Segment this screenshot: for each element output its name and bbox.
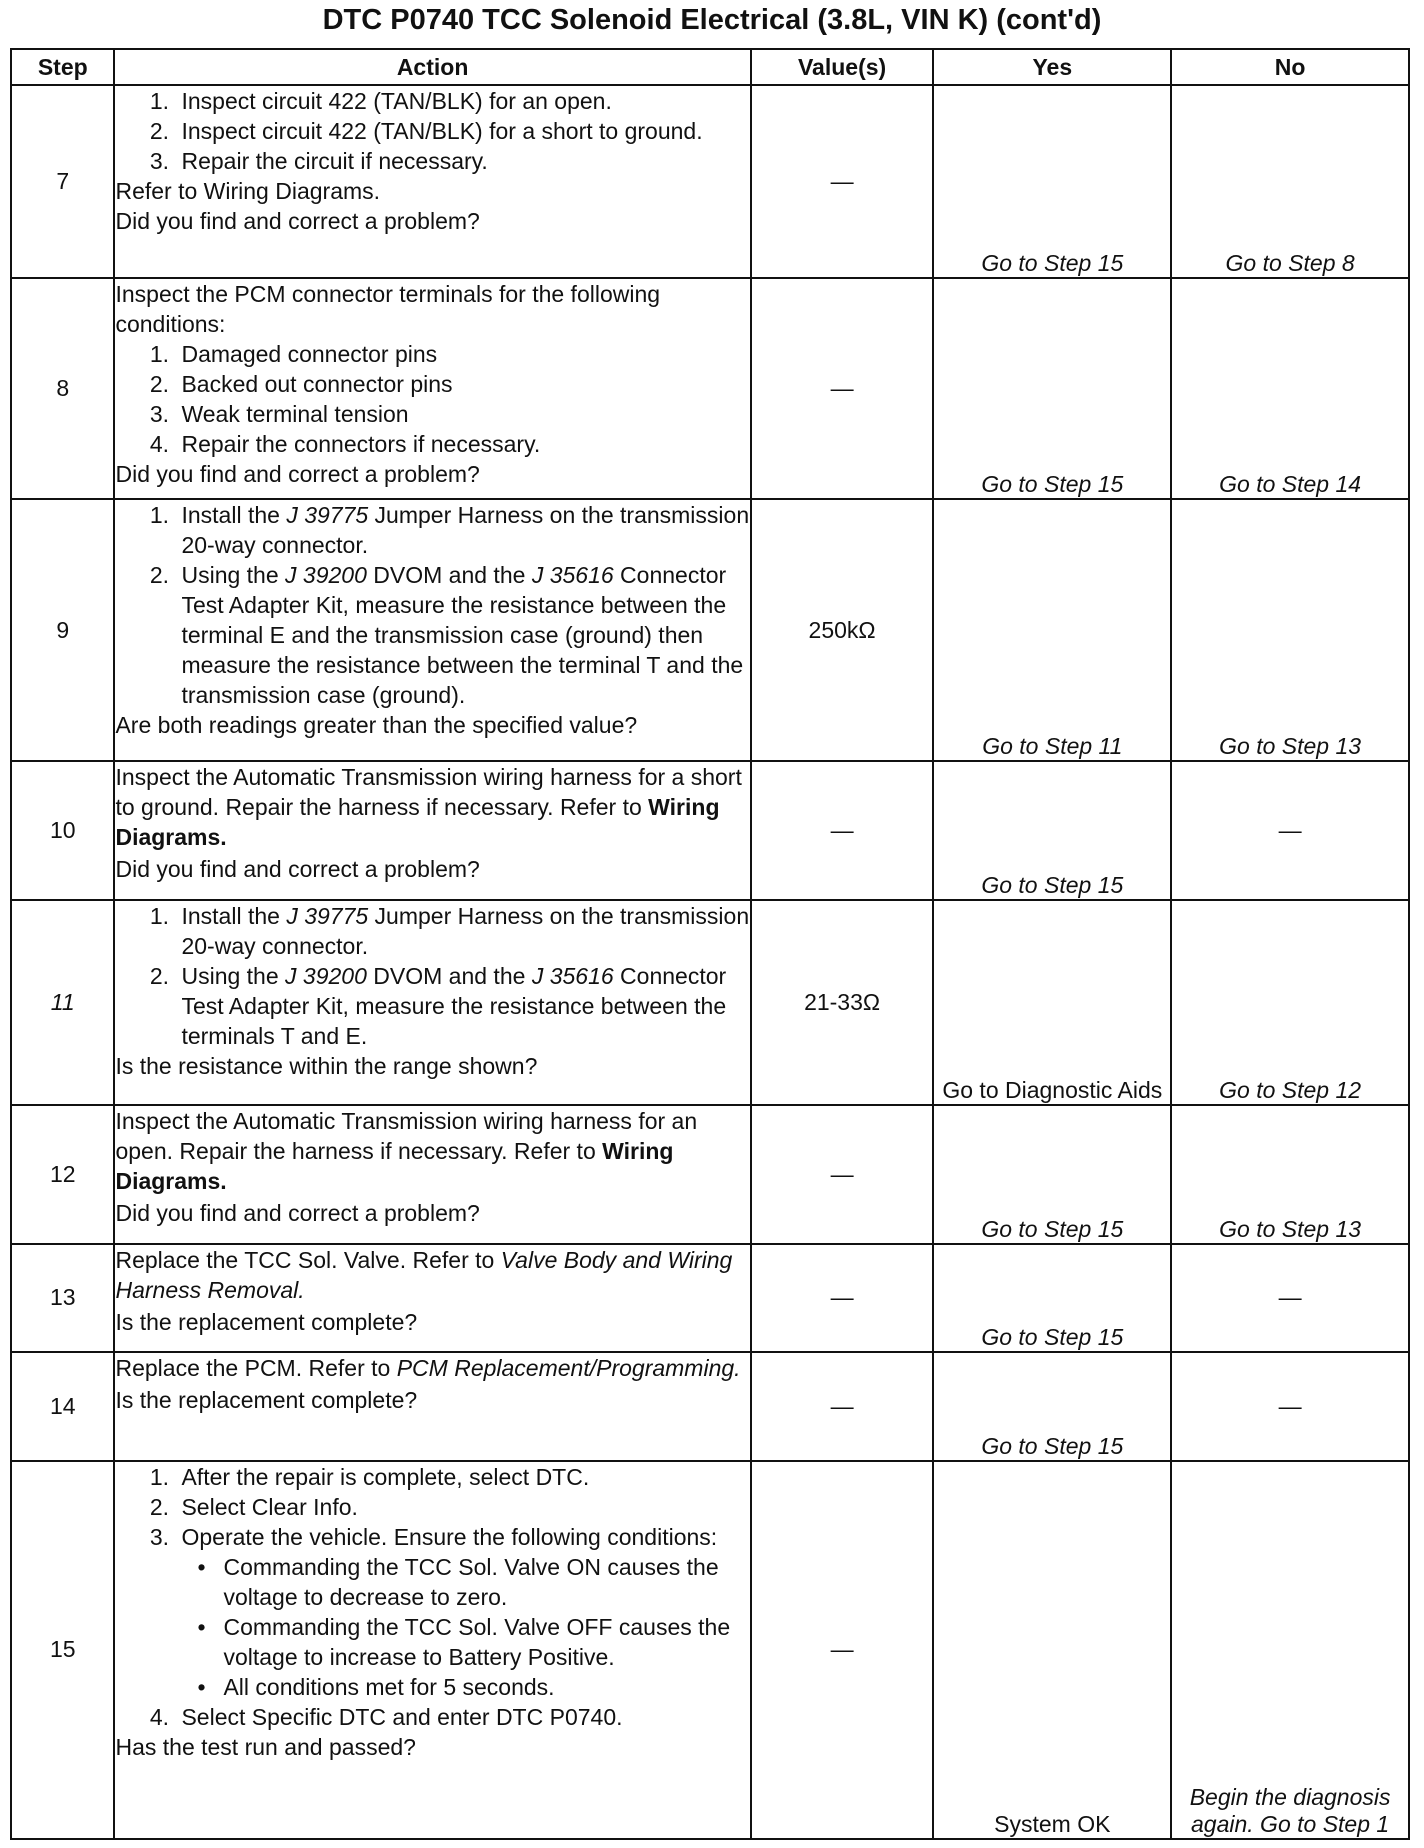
reference-link: Valve Body and Wiring Harness Removal.: [115, 1246, 733, 1303]
yes-answer: Go to Step 15: [981, 871, 1124, 898]
diagnostic-table: [10, 48, 1410, 1840]
reference-link: PCM Replacement/Programming.: [396, 1355, 741, 1382]
value-cell: —: [751, 85, 934, 278]
list-item: 3. Weak terminal tension: [175, 399, 749, 429]
action-text: [115, 1353, 749, 1383]
list-item: [175, 560, 749, 710]
yes-cell: [933, 1244, 1171, 1353]
item-text: Replace the PCM. Refer to: [115, 1355, 397, 1382]
yes-cell: [933, 900, 1171, 1105]
page-title: DTC P0740 TCC Solenoid Electrical (3.8L, VIN K) (cont'd): [322, 4, 1102, 36]
action-cell: [114, 85, 750, 278]
list-item: 4. Select Specific DTC and enter DTC P0740.: [175, 1702, 749, 1732]
list-item: • All conditions met for 5 seconds.: [219, 1672, 749, 1702]
table-row: [11, 761, 1409, 900]
value-cell: —: [751, 1244, 934, 1353]
yes-answer: Go to Step 15: [981, 471, 1124, 498]
yes-cell: [933, 761, 1171, 900]
tool-number: J 39775: [286, 902, 369, 929]
table-header-row: [11, 49, 1409, 85]
tool-number: J 35616: [531, 562, 614, 589]
list-item: • Commanding the TCC Sol. Valve ON causes the voltage to decrease to zero.: [219, 1552, 749, 1612]
list-item: 2. Select Clear Info.: [175, 1492, 749, 1522]
value-cell: 21-33Ω: [751, 900, 934, 1105]
yes-cell: [933, 278, 1171, 499]
value-cell: —: [751, 1352, 934, 1461]
reference-link: Wiring Diagrams.: [115, 793, 720, 850]
yes-answer: Go to Step 15: [981, 250, 1124, 277]
table-row: [11, 1244, 1409, 1353]
list-item: [175, 1522, 749, 1702]
no-cell: —: [1171, 761, 1409, 900]
list-item: 1. After the repair is complete, select DTC.: [175, 1462, 749, 1492]
question-text: Is the resistance within the range shown?: [115, 1052, 538, 1079]
yes-cell: [933, 85, 1171, 278]
value-cell: —: [751, 278, 934, 499]
value-cell: 250kΩ: [751, 499, 934, 760]
question-text: Are both readings greater than the specified value?: [115, 712, 638, 739]
value-cell: —: [751, 761, 934, 900]
no-cell: [1171, 278, 1409, 499]
refer-text: Refer to Wiring Diagrams.: [115, 178, 381, 204]
action-text: [115, 1106, 749, 1196]
item-text: Inspect the Automatic Transmission wiring harness for a short to ground. Repair the harness if necessary. Refer to: [115, 763, 742, 820]
step-number: 9: [11, 499, 114, 760]
item-text: Install the: [181, 502, 287, 529]
step-number: 8: [11, 278, 114, 499]
action-cell: [114, 1105, 750, 1244]
list-item: [175, 961, 749, 1051]
no-answer: Go to Step 14: [1219, 471, 1362, 498]
value-cell: —: [751, 1105, 934, 1244]
list-item: 1. Inspect circuit 422 (TAN/BLK) for an open.: [175, 86, 749, 116]
header-values: Value(s): [751, 49, 934, 85]
yes-cell: [933, 1352, 1171, 1461]
action-cell: [114, 1461, 750, 1839]
header-yes: Yes: [933, 49, 1171, 85]
list-item: 3. Repair the circuit if necessary.: [175, 146, 749, 176]
yes-cell: [933, 1461, 1171, 1839]
action-list: [115, 1462, 749, 1732]
list-item: 2. Inspect circuit 422 (TAN/BLK) for a short to ground.: [175, 116, 749, 146]
action-list: [115, 901, 749, 1051]
list-item: [175, 500, 749, 560]
question-text: Has the test run and passed?: [115, 1733, 416, 1760]
item-text: Using the: [181, 562, 286, 589]
question-text: Did you find and correct a problem?: [115, 855, 480, 882]
yes-answer: Go to Step 15: [981, 1324, 1124, 1351]
no-answer: Go to Step 8: [1225, 250, 1355, 277]
no-cell: [1171, 900, 1409, 1105]
step-number: 14: [11, 1352, 114, 1461]
step-number: 10: [11, 761, 114, 900]
no-cell: —: [1171, 1352, 1409, 1461]
table-row: [11, 1461, 1409, 1839]
yes-cell: [933, 1105, 1171, 1244]
item-text: Replace the TCC Sol. Valve. Refer to: [115, 1246, 501, 1273]
reference-link: Wiring Diagrams.: [115, 1137, 674, 1194]
question-text: Is the replacement complete?: [115, 1308, 418, 1335]
step-number: 13: [11, 1244, 114, 1353]
value-cell: —: [751, 1461, 934, 1839]
action-cell: [114, 1352, 750, 1461]
yes-answer: Go to Step 15: [981, 1215, 1124, 1242]
list-item: 1. Damaged connector pins: [175, 339, 749, 369]
action-text: [115, 1245, 749, 1305]
list-item: • Commanding the TCC Sol. Valve OFF causes the voltage to increase to Battery Positive.: [219, 1612, 749, 1672]
tool-number: J 39200: [285, 562, 367, 589]
table-row: [11, 85, 1409, 278]
item-text: Install the: [181, 902, 287, 929]
no-answer: Go to Step 12: [1219, 1076, 1362, 1103]
no-cell: —: [1171, 1244, 1409, 1353]
question-text: Did you find and correct a problem?: [115, 461, 480, 488]
no-cell: [1171, 499, 1409, 760]
condition-list: [181, 1552, 749, 1702]
tool-number: J 39775: [286, 502, 369, 529]
table-row: [11, 1105, 1409, 1244]
no-answer: Go to Step 13: [1219, 1215, 1362, 1242]
action-cell: [114, 761, 750, 900]
header-no: No: [1171, 49, 1409, 85]
action-list: [115, 86, 749, 176]
intro-text: Inspect the PCM connector terminals for the following conditions:: [115, 281, 661, 338]
table-row: [11, 499, 1409, 760]
yes-cell: [933, 499, 1171, 760]
item-text: Operate the vehicle. Ensure the following conditions:: [181, 1523, 718, 1550]
no-answer: Begin the diagnosis again. Go to Step 1: [1189, 1784, 1391, 1837]
action-cell: [114, 1244, 750, 1353]
yes-answer: System OK: [994, 1811, 1111, 1837]
question-text: Did you find and correct a problem?: [115, 208, 480, 234]
item-text: Jumper Harness on the transmission 20-way connector.: [181, 902, 750, 959]
yes-answer: Go to Step 11: [982, 732, 1123, 759]
action-text: [115, 762, 749, 852]
list-item: [175, 901, 749, 961]
item-text: Jumper Harness on the transmission 20-way connector.: [181, 502, 750, 559]
no-answer: Go to Step 13: [1219, 732, 1362, 759]
step-number: 15: [11, 1461, 114, 1839]
list-item: 2. Backed out connector pins: [175, 369, 749, 399]
table-row: [11, 278, 1409, 499]
header-action: Action: [114, 49, 750, 85]
step-number: 12: [11, 1105, 114, 1244]
table-row: [11, 1352, 1409, 1461]
question-text: Is the replacement complete?: [115, 1387, 418, 1414]
item-text: DVOM and the: [366, 562, 532, 589]
action-cell: [114, 278, 750, 499]
action-cell: [114, 499, 750, 760]
item-text: Connector Test Adapter Kit, measure the resistance between the terminals T and E.: [181, 962, 727, 1049]
step-number: 11: [11, 900, 114, 1105]
item-text: DVOM and the: [366, 962, 532, 989]
no-cell: [1171, 85, 1409, 278]
table-row: [11, 900, 1409, 1105]
step-number: 7: [11, 85, 114, 278]
yes-answer: Go to Step 15: [981, 1432, 1124, 1459]
tool-number: J 39200: [285, 962, 367, 989]
action-cell: [114, 900, 750, 1105]
item-text: Using the: [181, 962, 286, 989]
item-text: Connector Test Adapter Kit, measure the resistance between the terminal E and the transmission case (ground) then measure the resistance between the terminal T and the transmission case (ground).: [181, 562, 744, 709]
action-list: [115, 500, 749, 710]
no-cell: [1171, 1461, 1409, 1839]
action-list: [115, 339, 749, 459]
no-cell: [1171, 1105, 1409, 1244]
header-step: Step: [11, 49, 114, 85]
item-text: Inspect the Automatic Transmission wiring harness for an open. Repair the harness if necessary. Refer to: [115, 1107, 698, 1164]
yes-answer: Go to Diagnostic Aids: [942, 1076, 1163, 1103]
question-text: Did you find and correct a problem?: [115, 1199, 480, 1226]
tool-number: J 35616: [531, 962, 614, 989]
list-item: 4. Repair the connectors if necessary.: [175, 429, 749, 459]
